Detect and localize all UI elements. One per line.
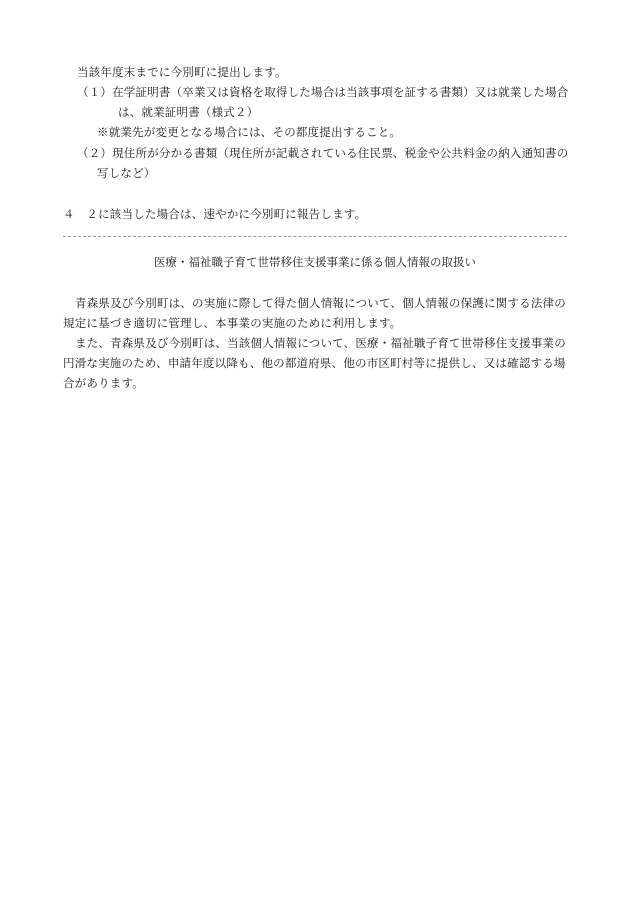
item1-note: ※就業先が変更となる場合には、その都度提出すること。: [97, 125, 402, 139]
section4-line: ４ ２に該当した場合は、速やかに今別町に報告します。: [63, 207, 367, 221]
privacy-section-title: 医療・福祉職子育て世帯移住支援事業に係る個人情報の取扱い: [154, 255, 476, 269]
intro-line: 当該年度末までに今別町に提出します。: [77, 65, 287, 79]
privacy-para1-line2: 規定に基づき適切に管理し、本事業の実施のために利用します。: [63, 316, 402, 330]
item2-line2: 写しなど）: [97, 166, 156, 180]
item1-line1: （１）在学証明書（卒業又は資格を取得した場合は当該事項を証する書類）又は就業した場合: [77, 85, 569, 99]
privacy-para1-line1: 青森県及び今別町は、の実施に際して得た個人情報について、個人情報の保護に関する法律の: [75, 296, 566, 310]
item2-line1: （２）現住所が分かる書類（現住所が記載されている住民票、税金や公共料金の納入通知書の: [77, 146, 569, 160]
dashed-divider: [63, 236, 567, 237]
privacy-para2-line1: また、青森県及び今別町は、当該個人情報について、医療・福祉職子育て世帯移住支援事業の: [75, 336, 566, 350]
privacy-para2-line2: 円滑な実施のため、申請年度以降も、他の都道府県、他の市区町村等に提供し、又は確認する場: [63, 356, 566, 370]
item1-line2: は、就業証明書（様式２）: [118, 105, 259, 119]
privacy-para2-line3: 合があります。: [63, 376, 144, 390]
